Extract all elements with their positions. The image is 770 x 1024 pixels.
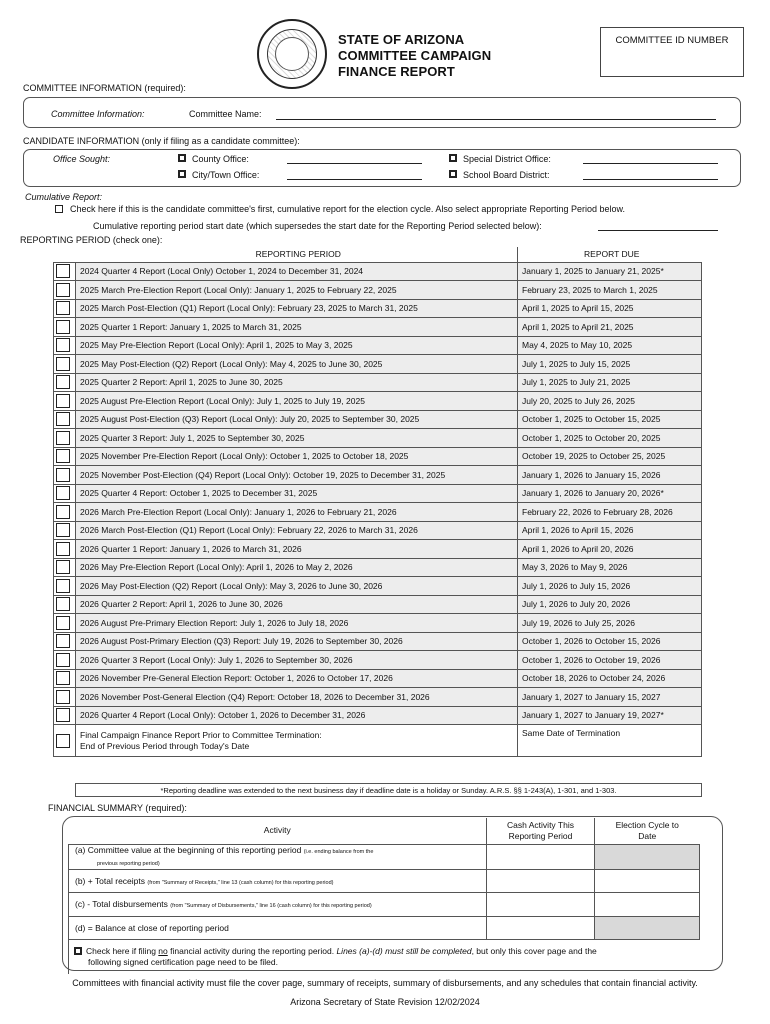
reporting-row-checkbox[interactable] bbox=[54, 355, 76, 374]
fs-row-c-label bbox=[69, 893, 487, 917]
reporting-row-due: October 18, 2026 to October 24, 2026 bbox=[518, 669, 702, 688]
fs-row-c-cycle-input[interactable] bbox=[595, 893, 700, 917]
no-activity-text-no: no bbox=[158, 945, 168, 956]
reporting-row bbox=[54, 410, 702, 429]
reporting-row bbox=[54, 595, 702, 614]
reporting-row-checkbox[interactable] bbox=[54, 688, 76, 707]
cumulative-check-text: Check here if this is the candidate committee's first, cumulative report for the election cycle. Also select appropriate Reporting Period below. bbox=[70, 204, 625, 214]
reporting-row bbox=[54, 466, 702, 485]
reporting-row-checkbox[interactable] bbox=[54, 318, 76, 337]
fs-row-a-note: (i.e. ending balance from the bbox=[303, 848, 374, 855]
cycle-col-header bbox=[595, 818, 700, 844]
reporting-row-checkbox[interactable] bbox=[54, 651, 76, 670]
cumulative-start-date-text: Cumulative reporting period start date (which supersedes the start date for the Reporting Period selected below): bbox=[93, 221, 542, 231]
reporting-row-due: January 1, 2027 to January 15, 2027 bbox=[518, 688, 702, 707]
reporting-row-period: 2025 May Post-Election (Q2) Report (Local Only): May 4, 2025 to June 30, 2025 bbox=[76, 355, 518, 374]
school-board-label: School Board District: bbox=[463, 170, 550, 180]
fs-no-activity-row bbox=[69, 940, 700, 974]
fs-row-d-cycle-cell bbox=[595, 916, 700, 940]
reporting-row-checkbox[interactable] bbox=[54, 410, 76, 429]
reporting-row-due: July 1, 2025 to July 21, 2025 bbox=[518, 373, 702, 392]
committee-info-sublabel: Committee Information: bbox=[51, 109, 145, 119]
reporting-row-period: 2026 Quarter 3 Report (Local Only): July 1, 2026 to September 30, 2026 bbox=[76, 651, 518, 670]
reporting-row bbox=[54, 632, 702, 651]
fs-row-d-cash-input[interactable] bbox=[487, 916, 595, 940]
reporting-row-due: January 1, 2025 to January 21, 2025* bbox=[518, 262, 702, 281]
reporting-row-period: 2026 Quarter 1 Report: January 1, 2026 to March 31, 2026 bbox=[76, 540, 518, 559]
reporting-row-period: 2026 May Post-Election (Q2) Report (Local Only): May 3, 2026 to June 30, 2026 bbox=[76, 577, 518, 596]
reporting-row-period: 2024 Quarter 4 Report (Local Only) October 1, 2024 to December 31, 2024 bbox=[76, 262, 518, 281]
no-activity-cell bbox=[69, 940, 700, 974]
fs-row-a-label bbox=[69, 844, 487, 869]
reporting-row-checkbox[interactable] bbox=[54, 484, 76, 503]
seal-core bbox=[275, 37, 309, 71]
cash-col-header bbox=[487, 818, 595, 844]
reporting-row-checkbox[interactable] bbox=[54, 558, 76, 577]
school-board-input[interactable] bbox=[583, 179, 718, 180]
reporting-header-row bbox=[54, 247, 702, 262]
reporting-row-due: July 19, 2026 to July 25, 2026 bbox=[518, 614, 702, 633]
reporting-row-checkbox[interactable] bbox=[54, 614, 76, 633]
reporting-row-checkbox[interactable] bbox=[54, 262, 76, 281]
reporting-row-checkbox[interactable] bbox=[54, 447, 76, 466]
final-report-period bbox=[76, 725, 518, 757]
reporting-row-due: April 1, 2026 to April 15, 2026 bbox=[518, 521, 702, 540]
fs-row-a-cycle-cell bbox=[595, 844, 700, 869]
reporting-row-due: May 4, 2025 to May 10, 2025 bbox=[518, 336, 702, 355]
reporting-row bbox=[54, 373, 702, 392]
reporting-row-checkbox[interactable] bbox=[54, 503, 76, 522]
final-report-row bbox=[54, 725, 702, 757]
fs-row-d bbox=[69, 916, 700, 940]
city-office-input[interactable] bbox=[287, 179, 422, 180]
reporting-row-checkbox[interactable] bbox=[54, 299, 76, 318]
fs-row-c-note: (from "Summary of Disbursements," line 16 (cash column) for this reporting period) bbox=[170, 903, 372, 910]
reporting-row-due: July 1, 2026 to July 15, 2026 bbox=[518, 577, 702, 596]
reporting-row bbox=[54, 447, 702, 466]
fs-row-c-cash-input[interactable] bbox=[487, 893, 595, 917]
cash-col-header-2: Reporting Period bbox=[508, 830, 573, 841]
no-activity-text-3: Lines (a)-(d) must still be completed bbox=[336, 945, 472, 956]
reporting-row-period: 2025 Quarter 3 Report: July 1, 2025 to September 30, 2025 bbox=[76, 429, 518, 448]
reporting-row-period: 2025 Quarter 1 Report: January 1, 2025 to March 31, 2025 bbox=[76, 318, 518, 337]
reporting-row-period: 2026 March Post-Election (Q1) Report (Local Only): February 22, 2026 to March 31, 2026 bbox=[76, 521, 518, 540]
cycle-col-header-1: Election Cycle to bbox=[615, 819, 679, 830]
special-district-checkbox[interactable] bbox=[449, 154, 457, 162]
cycle-col-header-2: Date bbox=[638, 830, 657, 841]
page-title bbox=[338, 32, 491, 80]
fs-row-b-text: (b) + Total receipts bbox=[75, 875, 146, 886]
reporting-row bbox=[54, 336, 702, 355]
fs-row-b-cycle-input[interactable] bbox=[595, 869, 700, 893]
reporting-row-period: 2025 Quarter 2 Report: April 1, 2025 to June 30, 2025 bbox=[76, 373, 518, 392]
deadline-footnote: *Reporting deadline was extended to the next business day if deadline date is a holiday or Sunday. A.R.S. §§ 1-243(A), 1-301, and 1-303. bbox=[75, 783, 702, 797]
reporting-row-period: 2025 May Pre-Election Report (Local Only): April 1, 2025 to May 3, 2025 bbox=[76, 336, 518, 355]
reporting-row-period: 2025 August Post-Election (Q3) Report (Local Only): July 20, 2025 to September 30, 2025 bbox=[76, 410, 518, 429]
fs-row-c-text: (c) - Total disbursements bbox=[75, 899, 168, 910]
reporting-row bbox=[54, 521, 702, 540]
reporting-row-due: October 1, 2026 to October 15, 2026 bbox=[518, 632, 702, 651]
city-office-label: City/Town Office: bbox=[192, 170, 260, 180]
reporting-row-checkbox[interactable] bbox=[54, 281, 76, 300]
reporting-row-due: October 1, 2025 to October 15, 2025 bbox=[518, 410, 702, 429]
reporting-row bbox=[54, 577, 702, 596]
reporting-row-due: October 1, 2025 to October 20, 2025 bbox=[518, 429, 702, 448]
reporting-row bbox=[54, 688, 702, 707]
reporting-row-period: 2025 Quarter 4 Report: October 1, 2025 to December 31, 2025 bbox=[76, 484, 518, 503]
reporting-row-period: 2025 March Pre-Election Report (Local Only): January 1, 2025 to February 22, 2025 bbox=[76, 281, 518, 300]
reporting-row bbox=[54, 484, 702, 503]
financial-summary-table bbox=[68, 818, 700, 974]
no-activity-checkbox[interactable] bbox=[74, 947, 82, 955]
county-office-checkbox[interactable] bbox=[178, 154, 186, 162]
county-office-input[interactable] bbox=[287, 163, 422, 164]
due-col-header: REPORT DUE bbox=[518, 247, 702, 262]
candidate-info-heading: CANDIDATE INFORMATION (only if filing as a candidate committee): bbox=[23, 136, 300, 146]
revision-note: Arizona Secretary of State Revision 12/02/2024 bbox=[290, 997, 480, 1007]
reporting-row bbox=[54, 262, 702, 281]
reporting-row bbox=[54, 299, 702, 318]
fs-row-b bbox=[69, 869, 700, 893]
reporting-row bbox=[54, 318, 702, 337]
financial-summary-heading: FINANCIAL SUMMARY (required): bbox=[48, 803, 187, 813]
final-report-checkbox[interactable] bbox=[54, 725, 76, 757]
reporting-row-due: October 1, 2026 to October 19, 2026 bbox=[518, 651, 702, 670]
reporting-row-period: 2025 August Pre-Election Report (Local Only): July 1, 2025 to July 19, 2025 bbox=[76, 392, 518, 411]
fs-row-a-cash-input[interactable] bbox=[487, 844, 595, 869]
cumulative-checkbox[interactable] bbox=[55, 205, 63, 213]
reporting-row-due: October 19, 2025 to October 25, 2025 bbox=[518, 447, 702, 466]
reporting-row-checkbox[interactable] bbox=[54, 669, 76, 688]
reporting-row-due: January 1, 2026 to January 20, 2026* bbox=[518, 484, 702, 503]
reporting-row-period: 2026 Quarter 4 Report (Local Only): October 1, 2026 to December 31, 2026 bbox=[76, 706, 518, 725]
reporting-row-period: 2026 August Post-Primary Election (Q3) Report: July 19, 2026 to September 30, 2026 bbox=[76, 632, 518, 651]
reporting-row-checkbox[interactable] bbox=[54, 632, 76, 651]
reporting-row bbox=[54, 540, 702, 559]
reporting-row bbox=[54, 614, 702, 633]
fs-row-b-note: (from "Summary of Receipts," line 13 (cash column) for this reporting period) bbox=[147, 879, 334, 886]
check-col-header bbox=[54, 247, 76, 262]
committee-id-label: COMMITTEE ID NUMBER bbox=[615, 35, 729, 46]
reporting-row-checkbox[interactable] bbox=[54, 466, 76, 485]
committee-name-label: Committee Name: bbox=[189, 109, 262, 119]
fs-row-a-text: (a) Committee value at the beginning of this reporting period bbox=[75, 844, 302, 855]
reporting-row bbox=[54, 651, 702, 670]
special-district-label: Special District Office: bbox=[463, 154, 551, 164]
special-district-input[interactable] bbox=[583, 163, 718, 164]
committee-info-heading: COMMITTEE INFORMATION (required): bbox=[23, 83, 186, 93]
reporting-row-period: 2026 August Pre-Primary Election Report: July 1, 2026 to July 18, 2026 bbox=[76, 614, 518, 633]
reporting-row-period: 2026 November Post-General Election (Q4) Report: October 18, 2026 to December 31, 2026 bbox=[76, 688, 518, 707]
fs-row-b-cash-input[interactable] bbox=[487, 869, 595, 893]
reporting-row-checkbox[interactable] bbox=[54, 577, 76, 596]
reporting-row bbox=[54, 281, 702, 300]
reporting-row-due: January 1, 2027 to January 19, 2027* bbox=[518, 706, 702, 725]
cash-col-header-1: Cash Activity This bbox=[507, 819, 574, 830]
reporting-row-period: 2025 November Pre-Election Report (Local Only): October 1, 2025 to October 18, 2025 bbox=[76, 447, 518, 466]
reporting-row bbox=[54, 392, 702, 411]
reporting-row-checkbox[interactable] bbox=[54, 540, 76, 559]
reporting-period-heading: REPORTING PERIOD (check one): bbox=[20, 235, 163, 245]
reporting-row-due: April 1, 2025 to April 21, 2025 bbox=[518, 318, 702, 337]
committee-name-input[interactable] bbox=[276, 119, 716, 120]
final-report-line-2: End of Previous Period through Today's Date bbox=[80, 740, 250, 751]
reporting-row-due: July 20, 2025 to July 26, 2025 bbox=[518, 392, 702, 411]
reporting-row-checkbox[interactable] bbox=[54, 595, 76, 614]
no-activity-text-1: Check here if filing bbox=[86, 945, 159, 956]
fs-row-a-note2: previous reporting period) bbox=[97, 860, 160, 867]
activity-col-header: Activity bbox=[69, 818, 487, 844]
title-line-2: COMMITTEE CAMPAIGN bbox=[338, 48, 492, 63]
reporting-row-period: 2026 May Pre-Election Report (Local Only): April 1, 2026 to May 2, 2026 bbox=[76, 558, 518, 577]
candidate-info-box bbox=[23, 149, 741, 187]
reporting-row-checkbox[interactable] bbox=[54, 429, 76, 448]
reporting-row-period: 2025 March Post-Election (Q1) Report (Local Only): February 23, 2025 to March 31, 2025 bbox=[76, 299, 518, 318]
fs-row-d-label: (d) = Balance at close of reporting period bbox=[69, 916, 487, 940]
reporting-row-due: May 3, 2026 to May 9, 2026 bbox=[518, 558, 702, 577]
reporting-row bbox=[54, 558, 702, 577]
title-line-3: FINANCE REPORT bbox=[338, 64, 455, 79]
reporting-row-checkbox[interactable] bbox=[54, 373, 76, 392]
reporting-period-rows bbox=[54, 262, 702, 757]
reporting-row-period: 2026 Quarter 2 Report: April 1, 2026 to June 30, 2026 bbox=[76, 595, 518, 614]
reporting-row bbox=[54, 355, 702, 374]
county-office-label: County Office: bbox=[192, 154, 249, 164]
reporting-row-checkbox[interactable] bbox=[54, 706, 76, 725]
no-activity-text-4: , but only this cover page and the bbox=[471, 945, 597, 956]
committee-id-field[interactable] bbox=[600, 27, 744, 77]
fs-row-b-label bbox=[69, 869, 487, 893]
reporting-row-due: April 1, 2026 to April 20, 2026 bbox=[518, 540, 702, 559]
no-activity-text-line2: following signed certification page need to be filed. bbox=[88, 956, 278, 967]
filing-instructions: Committees with financial activity must file the cover page, summary of receipts, summary of disbursements, and any schedules that contain financial activity. bbox=[72, 978, 698, 988]
cumulative-label: Cumulative Report: bbox=[25, 192, 103, 202]
final-report-due: Same Date of Termination bbox=[518, 725, 702, 757]
reporting-row-due: January 1, 2026 to January 15, 2026 bbox=[518, 466, 702, 485]
final-report-line-1: Final Campaign Finance Report Prior to Committee Termination: bbox=[80, 729, 322, 740]
reporting-row bbox=[54, 429, 702, 448]
fs-header-row bbox=[69, 818, 700, 844]
reporting-row-period: 2025 November Post-Election (Q4) Report (Local Only): October 19, 2025 to December 31, 2025 bbox=[76, 466, 518, 485]
period-col-header: REPORTING PERIOD bbox=[76, 247, 518, 262]
reporting-row-due: February 22, 2026 to February 28, 2026 bbox=[518, 503, 702, 522]
cumulative-start-date-input[interactable] bbox=[598, 230, 718, 231]
reporting-row-due: April 1, 2025 to April 15, 2025 bbox=[518, 299, 702, 318]
reporting-row-checkbox[interactable] bbox=[54, 336, 76, 355]
reporting-row bbox=[54, 706, 702, 725]
reporting-row bbox=[54, 503, 702, 522]
no-activity-text-2: financial activity during the reporting period. bbox=[167, 945, 337, 956]
fs-row-c bbox=[69, 893, 700, 917]
city-office-checkbox[interactable] bbox=[178, 170, 186, 178]
school-board-checkbox[interactable] bbox=[449, 170, 457, 178]
reporting-row-checkbox[interactable] bbox=[54, 521, 76, 540]
title-line-1: STATE OF ARIZONA bbox=[338, 32, 465, 47]
office-sought-label: Office Sought: bbox=[53, 154, 111, 164]
state-seal bbox=[257, 19, 327, 89]
reporting-row bbox=[54, 669, 702, 688]
fs-row-a bbox=[69, 844, 700, 869]
reporting-row-period: 2026 March Pre-Election Report (Local Only): January 1, 2026 to February 21, 2026 bbox=[76, 503, 518, 522]
reporting-row-period: 2026 November Pre-General Election Report: October 1, 2026 to October 17, 2026 bbox=[76, 669, 518, 688]
reporting-row-due: February 23, 2025 to March 1, 2025 bbox=[518, 281, 702, 300]
reporting-period-table bbox=[53, 247, 702, 757]
reporting-row-due: July 1, 2026 to July 20, 2026 bbox=[518, 595, 702, 614]
reporting-row-checkbox[interactable] bbox=[54, 392, 76, 411]
reporting-row-due: July 1, 2025 to July 15, 2025 bbox=[518, 355, 702, 374]
